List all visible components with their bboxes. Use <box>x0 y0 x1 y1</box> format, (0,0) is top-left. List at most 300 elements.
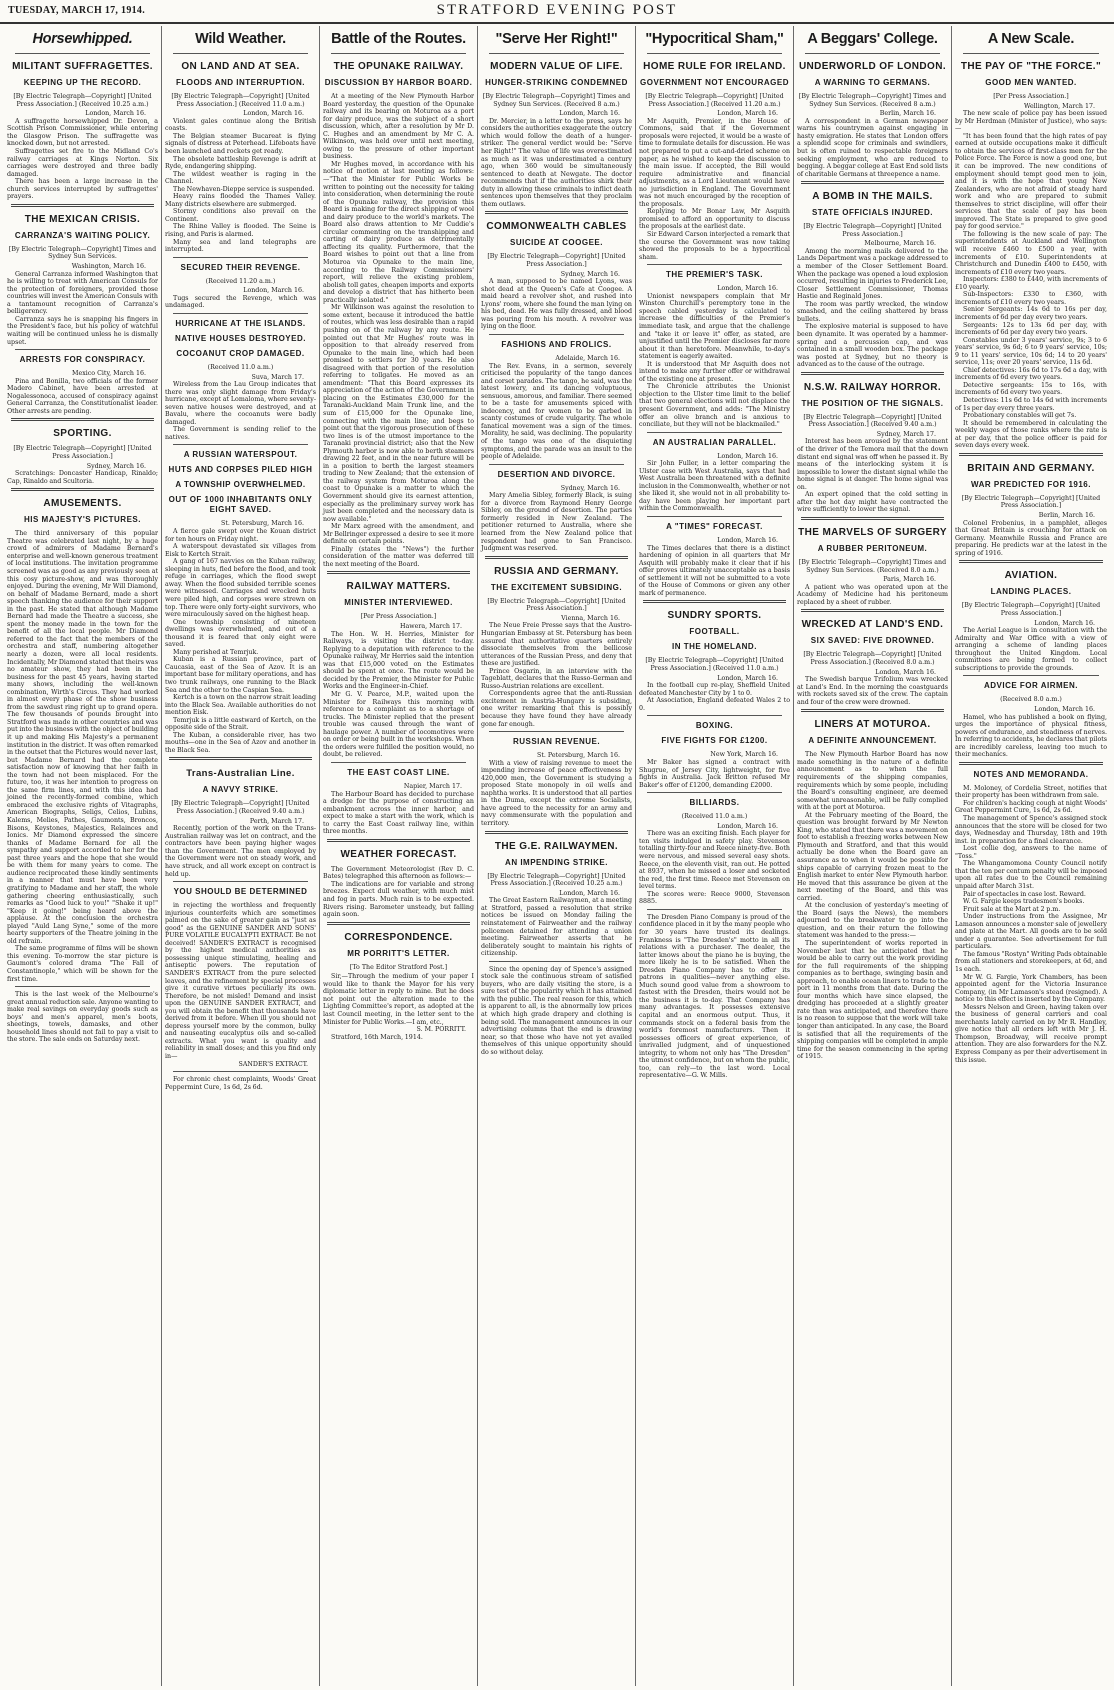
paragraph: The Chronicle attributes the Unionist objection to the Ulster time limit to the belief that two general elections will not displace the present Government, and adds: "The Ministry offer an olive branch and is anxious to conciliate, but they will not be blackmailed." <box>639 383 790 429</box>
divider <box>331 53 466 54</box>
wire-credit: [By Electric Telegraph—Copyright] [United Press Association.] (Received 10.25 a.m.) <box>487 872 626 888</box>
paragraph: The wildest weather is raging in the Channel. <box>165 170 316 186</box>
divider <box>647 792 782 793</box>
dateline: London, March 16. <box>717 822 778 830</box>
paragraph: Detective sergeants: 15s to 16s, with increments of 6d every two years. <box>955 381 1107 397</box>
article-subheadline: GOOD MEN WANTED. <box>985 78 1077 87</box>
paragraph: Violent gales continue along the British coasts. <box>165 117 316 133</box>
article-subheadline: OUT OF 1000 INHABITANTS ONLY EIGHT SAVED. <box>168 495 313 515</box>
dateline: Vienna, March 16. <box>561 614 620 622</box>
article-headline: MODERN VALUE OF LIFE. <box>490 61 623 72</box>
divider <box>11 488 154 491</box>
paragraph: Scratchings: Doncaster Handicap, Rinaldo; Cap, Rinaldo and Scultoria. <box>7 470 158 485</box>
article-subheadline: MR PORRITT'S LETTER. <box>347 948 450 958</box>
divider <box>647 516 782 517</box>
dateline: Hawera, March 17. <box>400 623 462 631</box>
letter-addressee: [To The Editor Stratford Post.] <box>349 963 448 971</box>
article-subheadline: HUTS AND CORPSES PILED HIGH <box>168 465 313 475</box>
dateline: London, March 16. <box>717 452 778 460</box>
paragraph: For children's hacking cough at night Woods' Great Peppermint Cure, 1s 6d, 2s 6d. <box>955 799 1107 815</box>
wire-credit: [By Electric Telegraph—Copyright] [United Press Association.] (Received 11.20 a.m.) <box>645 93 784 108</box>
article-subheadline: A NAVVY STRIKE. <box>202 785 279 795</box>
paragraph: The Neue Freie Presse says that the Austro-Hungarian Embassy at St. Petersburg has been assured that authoritative quarters entirely dissociate themselves from the bellicose utterances of the Russian Press, and deny that these are justified. <box>481 622 632 668</box>
received-time: (Received 8.0 a.m.) <box>1000 696 1062 704</box>
paragraph: Sub-Inspectors: £330 to £360, with increments of £10 every two years. <box>955 291 1107 306</box>
paragraph: Mr W. G. Fargie, York Chambers, has been appointed agent for the Victoria Insurance Company, (in Mr Lamason's stead (resigned). A notice to this effect is inserted by the Company. <box>955 973 1107 1004</box>
paragraph: The Newhaven-Dieppe service is suspended. <box>173 185 315 193</box>
paragraph: Recently, portion of the work on the Trans-Australian railway was let on contract, and the contractors have been paying higher wages than the Government. The men employed by the Government were not on steady work, and have struck, and all work except on contract is held up. <box>165 825 316 878</box>
paragraph: Kuban is a Russian province, part of Caucasia, east of the Sea of Azov. It is an important base for military operations, and has two trunk railways, one running to the Black Sea and the other to the Caspian Sea. <box>165 656 316 694</box>
paragraph: The Harbour Board has decided to purchase a dredge for the purpose of constructing an embankment across the inner harbor, and expect to make a start with the work, which is to carry the East Coast railway line, within three months. <box>323 790 474 836</box>
divider <box>173 881 308 882</box>
dateline: Sydney, March 16. <box>560 270 620 278</box>
paragraph: The Aerial League is in consultation with the Admiralty and War Office with a view of arranging a scheme of landing places throughout the United Kingdom. Local committees are being formed to collect subscriptions to provide the grounds. <box>955 627 1107 672</box>
paragraph: There has been a large increase in the church services interrupted by suffragettes' prayers. <box>7 178 158 201</box>
article-headline: UNDERWORLD OF LONDON. <box>798 61 947 72</box>
dateline: Berlin, March 16. <box>1038 511 1095 519</box>
paragraph: Sir,—Through the medium of your paper I would like to thank the Mayor for his very diplomatic letter in reply to mine. But he does not point out the alteration made to the Lighting Committee's report, as adopted at the last Council meeting, in the letter sent to the Minister for Public Works.—I am, etc., <box>323 973 474 1026</box>
paragraph: The obsolete battleship Revenge is adrift at Ryde, endangering shipping. <box>165 155 316 171</box>
paragraph: Unionist newspapers complain that Mr Winston Churchill's peremptory tone in the speech cabled yesterday is calculated to increase the difficulties of the Premier's immediate task, and argue that the challenge and "take it or leave it" offer, as stated, are unjustified until the Premier discloses far more about it than heretofore. Meanwhile, to-day's statement is eagerly awaited. <box>639 292 790 361</box>
divider <box>489 53 624 54</box>
article-subheadline: COCOANUT CROP DAMAGED. <box>176 348 305 358</box>
paragraph: Sir Edward Carson interjected a remark that the course the Government was now taking showed the proposals to be a hypocritical sham. <box>639 230 790 261</box>
wire-credit: [By Electric Telegraph—Copyright] Times and Sydney Sun Services. (Received 8.0 a.m.) <box>798 558 947 574</box>
article-subheadline: NOTES AND MEMORANDA. <box>973 769 1089 779</box>
article-subheadline: ADVICE FOR AIRMEN. <box>983 681 1079 691</box>
article-subheadline: THE EXCITEMENT SUBSIDING. <box>490 582 623 592</box>
divider <box>327 839 470 842</box>
paragraph: Mr Hughes moved, in accordance with his notice of motion at last meeting as follows:—"That the Minister for Public Works be written to pointing out the necessity for taking into consideration, when determining the route of the Opunake railway, the provision this Board is making for the direct shipping of wool and dairy produce to the world's markets. The Board also draws attention to Mr Cuddie's circular commenting on the transhipping and carting of dairy produce as detrimentally affecting its quality. Furthermore, that the Board wishes to point out that a line from Moturoa via Opunake to the main line, according to the Railway Commissioners' report, will relieve the existing problem, abolish toll gates, cheapen imports and exports and develop a district that has hitherto been practically isolated." <box>323 160 474 304</box>
paragraph: The new scale of police pay has been issued by Mr Herdman (Minister of Justice), who says:— <box>955 110 1107 133</box>
paragraph: Sergeants: 12s to 13s 6d per day, with increments of 6d per day every two years. <box>955 321 1107 337</box>
article-subheadline: HURRICANE AT THE ISLANDS. <box>175 318 306 328</box>
article-headline: RAILWAY MATTERS. <box>346 581 451 593</box>
divider <box>963 53 1099 54</box>
paragraph: W. G. Fargie keeps tradesmen's books. <box>963 898 1085 906</box>
article-headline: LINERS AT MOTUROA. <box>814 719 931 731</box>
divider <box>489 961 624 962</box>
paragraph: The Whangamomona County Council notify that the ten per centum penalty will be imposed upon all rates due to the Council remaining unpaid after March 31st. <box>955 860 1107 890</box>
article-headline: THE G.E. RAILWAYMEN. <box>494 840 619 852</box>
received-time: (Received 11.0 a.m.) <box>207 363 274 371</box>
article-subheadline: THE PREMIER'S TASK. <box>665 270 764 280</box>
article-subheadline: FOOTBALL. <box>689 627 740 637</box>
dateline: London, March 16. <box>717 674 778 682</box>
divider <box>959 453 1103 456</box>
wire-credit: [By Electric Telegraph—Copyright] Times and Sydney Sun Services. (Received 8 a.m.) <box>798 93 947 108</box>
paragraph: The same programme of films will be shown this evening. To-morrow the star picture is Gaumont's colored drama "The Fall of Constantinople," which will be shown for the first time. <box>7 945 158 983</box>
article-headline: MILITANT SUFFRAGETTES. <box>12 61 153 72</box>
dateline: London, March 16. <box>1034 705 1095 713</box>
article-subheadline: SIX SAVED: FIVE DROWNED. <box>810 636 935 646</box>
paragraph: The Hon. W. H. Herries, Minister for Railways, is visiting the district to-day. Replying to a deputation with reference to the Opunake railway, Mr Herries said the intention was that £15,000 voted on the Estimates should be spent at once. The route would be decided by the Premier, the Minister for Public Works and the Engineer-in-Chief. <box>323 630 474 691</box>
article-subheadline: KEEPING UP THE RECORD. <box>23 78 142 87</box>
letter-signature: S. M. PORRITT. <box>416 1026 466 1034</box>
divider <box>485 556 628 559</box>
divider <box>805 53 940 54</box>
divider <box>15 349 150 350</box>
divider <box>327 571 470 574</box>
paragraph: A suffragette horsewhipped Dr. Devon, a Scottish Prison Commissioner, while entering the Glasgow Prison. The suffragette was knocked down, but not arrested. <box>7 117 158 148</box>
column-headline: A New Scale. <box>987 31 1075 47</box>
article-headline: CORRESPONDENCE. <box>344 931 453 943</box>
article-headline: BRITAIN AND GERMANY. <box>967 462 1095 474</box>
article-subheadline: A DEFINITE ANNOUNCEMENT. <box>808 736 937 746</box>
paragraph: Senior Sergeants: 14s 6d to 16s per day, increments of 6d per day every two years. <box>955 306 1107 321</box>
article-headline: AMUSEMENTS. <box>43 498 122 510</box>
article-subheadline: BOXING. <box>695 721 734 731</box>
divider <box>801 517 944 520</box>
divider <box>11 418 154 421</box>
advertisement-text: in rejecting the worthless and frequently injurious counterfeits which are sometimes palmed on the sake of greater gain as "just as good" as the GENUINE SANDER AND SONS' PURE VOLATILE EUCALYPTI EXTRACT. Be not deceived! SANDER'S EXTRACT is recognised by the highest medical authorities as possessing unique stimulating, healing and antiseptic powers. The reputation of SANDER'S EXTRACT from the pure selected leaves, and the refinement by special processes give it curative virtues peculiarly its own. Therefore, be not misled! Demand and insist upon the GENUINE SANDER EXTRACT, and you will obtain the benefit that thousands have derived from it before. When ill you should not depress yourself more by the common, bulky and nauseating eucalyptus oils and so-called extracts. What you want is quality and reliability in small doses; and this you find only in— <box>165 902 316 1061</box>
paragraph: It is understood that Mr Asquith does not intend to make any further offer or withdrawal of the existing one at present. <box>639 360 790 383</box>
wire-credit: [By Electric Telegraph—Copyright] Times and Sydney Sun Services. <box>8 245 157 261</box>
paragraph: The room was partly wrecked, the window smashed, and the ceiling shattered by brass bullets. <box>797 300 948 323</box>
divider <box>485 831 628 834</box>
paragraph: Wireless from the Lau Group indicates that there was only slight damage from Friday's hurricane, except at Lomaloma, where seventy-seven native houses were destroyed, and at Bavalu, where the cocoanuts were badly damaged. <box>165 381 316 426</box>
wire-credit: [By Electric Telegraph—Copyright] [United Press Association.] <box>13 445 152 460</box>
paragraph: Under instructions from the Assignee, Mr Lamason announces a monster sale of jewellery and plate at the Mart. All goods are to be sold under a guarantee. See advertisement for full particulars. <box>955 913 1107 951</box>
paragraph: Finally (states the "News") the further consideration of the matter was deferred till the next meeting of the Board. <box>323 545 474 568</box>
paragraph: The Belgian steamer Bucareat is flying signals of distress at Peterhead. Lifeboats have been launched and rockets get ready. <box>165 132 316 155</box>
column-2 <box>162 26 320 1686</box>
paragraph: Probationary constables will get 7s. <box>963 412 1077 420</box>
article-subheadline: A RUSSIAN WATERSPOUT. <box>183 450 298 460</box>
article-headline: THE PAY OF "THE FORCE." <box>960 61 1102 72</box>
article-headline: SPORTING. <box>53 428 112 440</box>
article-subheadline: HIS MAJESTY'S PICTURES. <box>24 515 141 525</box>
article-subheadline: THE POSITION OF THE SIGNALS. <box>801 398 944 408</box>
article-subheadline: LANDING PLACES. <box>990 587 1072 597</box>
paragraph: Detectives: 11s 6d to 14s 6d with increments of 1s per day every three years. <box>955 396 1107 412</box>
dateline: St. Petersburg, March 16. <box>221 520 304 528</box>
article-headline: RUSSIA AND GERMANY. <box>494 565 619 577</box>
article-subheadline: ARRESTS FOR CONSPIRACY. <box>19 355 146 365</box>
article-subheadline: A "TIMES" FORECAST. <box>666 522 763 532</box>
divider <box>173 313 308 314</box>
divider <box>327 922 470 925</box>
paragraph: Messrs Nelson and Green, having taken over the business of general carriers and coal merchants lately carried on by Mr R. Handley, give notice that all orders left with Mr J. H. Thompson, Broadway, will receive prompt attention. They are also forwarders for the N.Z. Express Company as per their advertisement in this issue. <box>955 1003 1107 1064</box>
paragraph: At a meeting of the New Plymouth Harbor Board yesterday, the question of the Opunake railway and its bearing on Moturoa as a port for dairy produce, was the subject of a short discussion, which, after a resolution by Mr D. C. Hughes and an amendment by Mr C. A. Wilkinson, was held over until next meeting, owing to the pressure of other important business. <box>323 93 474 161</box>
divider <box>489 334 624 335</box>
paragraph: An expert opined that the cold setting in after the hot day might have contracted the wire sufficiently to lower the signal. <box>797 491 948 514</box>
article-subheadline: THE EAST COAST LINE. <box>347 767 450 777</box>
paragraph: The Great Eastern Railwaymen, at a meeting at Stratford, passed a resolution that strike notices be issued on Monday failing the reinstatement of Fairweather and the railway policemen detained for attending a union meeting. Fairweather asserts that he deliberately sought to maintain his rights of citizenship. <box>481 897 632 958</box>
article-headline: WRECKED AT LAND'S END. <box>801 619 944 631</box>
received-time: (Received 11.0 a.m.) <box>681 813 748 821</box>
divider <box>647 53 782 54</box>
divider <box>959 762 1103 765</box>
dateline: Perth, March 17. <box>249 817 304 825</box>
paragraph: Mr Marx agreed with the amendment, and Mr Bellringer expressed a desire to see it more definite on certain points. <box>323 523 474 546</box>
paragraph: Suffragettes set fire to the Midland Co's railway carriages at Kings Norton. Six carriages were destroyed and three badly damaged. <box>7 147 158 178</box>
article-subheadline: DISCUSSION BY HARBOR BOARD. <box>324 78 473 87</box>
dateline: Sydney, March 16. <box>86 462 146 470</box>
paragraph: The Swedish barque Trifolium was wrecked at Land's End. In the morning the coastguards with rockets saved six of the crew. The captain and four of the crew were drowned. <box>797 676 948 706</box>
wire-credit: [By Electric Telegraph—Copyright] [United Press Association.] <box>803 223 942 238</box>
dateline: Adelaide, March 16. <box>555 354 620 362</box>
dateline: Sydney, March 17. <box>876 430 936 438</box>
divider <box>801 181 944 184</box>
article-subheadline: NATIVE HOUSES DESTROYED. <box>175 333 306 343</box>
newspaper-title: STRATFORD EVENING POST <box>436 2 678 18</box>
column-6 <box>794 26 952 1686</box>
dateline: London, March 16. <box>85 110 146 118</box>
paragraph: A man, supposed to be named Lyons, was shot dead at the Queen's Cafe at Coogee. A maid heard a revolver shot, and rushed into Lyons' room, where she found the man lying on his bed, dead. He was fully dressed, and blood was pouring from his mouth. A revolver was lying on the floor. <box>481 278 632 331</box>
article-subheadline: SECURED THEIR REVENGE. <box>180 262 301 272</box>
article-headline: ON LAND AND AT SEA. <box>181 61 300 72</box>
wire-credit: [By Electric Telegraph—Copyright] [United Press Association.] (Received 9.40 a.m.) <box>803 413 942 429</box>
paragraph: Kertch is a town on the narrow strait leading into the Black Sea. Available authorities do not mention Eisk. <box>165 694 316 717</box>
column-3 <box>320 26 478 1686</box>
paragraph: The management of Spence's assigned stock announces that the store will be closed for two days, Wednesday and Thursday, 18th and 19th inst. in preparation for a final clearance. <box>955 815 1107 845</box>
paragraph: The indications are for variable and strong breezes. Expect dull weather, with much mist and fog in parts. Much rain is to be expected. Rivers rising. Barometer unsteady, but falling again soon. <box>323 880 474 919</box>
dateline: London, March 16. <box>559 889 620 897</box>
article-headline: AVIATION. <box>1004 570 1058 582</box>
divider <box>489 464 624 465</box>
wire-credit: [Per Press Association.] <box>993 93 1069 100</box>
wire-credit: [By Electric Telegraph—Copyright] [United Press Association.] <box>961 602 1101 617</box>
paragraph: For chronic chest complaints, Woods' Great Peppermint Cure, 1s 6d, 2s 6d. <box>165 1076 316 1091</box>
dateline: London, March 16. <box>717 110 778 118</box>
article-headline: Trans-Australian Line. <box>186 768 295 780</box>
dateline: St. Petersburg, March 16. <box>537 752 620 760</box>
article-subheadline: SUICIDE AT COOGEE. <box>509 238 603 248</box>
column-headline: Battle of the Routes. <box>331 31 466 47</box>
paragraph: The superintendent of works reported in November last that he anticipated that he would be able to carry out the work providing for the full requirements of the shipping companies as to berthage, swinging basin and approach, to enable ocean liners to trade to the port in 11 months from that date. During the four months which have since elapsed, the dredging has proceeded at a slightly greater rate than was anticipated, and therefore there is no reason to suppose that the work will take longer than anticipated. In any case, the Board is satisfied that all the requirements of the shipping companies will be completed in ample time for the season commencing in the spring of 1915. <box>797 940 948 1061</box>
divider <box>801 372 944 375</box>
paragraph: Heavy rains flooded the Thames Valley. Many districts elsewhere are submerged. <box>165 193 316 208</box>
paragraph: Fruit sale at the Mart at 2 p.m. <box>963 905 1061 913</box>
dateline: Napier, March 17. <box>403 782 462 790</box>
dateline: London, March 16. <box>875 668 936 676</box>
wire-credit: [Per Press Association.] <box>360 613 437 621</box>
article-subheadline: AN IMPENDING STRIKE. <box>505 857 608 867</box>
paragraph: At the February meeting of the Board, the question was brought forward by Mr Newton King, who stated that there was a movement on foot to establish a freezing works between New Plymouth and Stratford, and that this would actually be done when the Board gave an assurance as to when it would be possible for ships capable of carrying frozen meat to the English market to enter New Plymouth harbor. He moved that this assurance be given at the next meeting of the Board, and this was carried. <box>797 811 948 902</box>
column-headline: Wild Weather. <box>195 31 286 47</box>
advertisement-signature: SANDER'S EXTRACT. <box>238 1060 308 1068</box>
divider <box>173 444 308 445</box>
paragraph: "It has been found that the high rates of pay earned at outside occupations make it difficult to obtain the services of first-class men for the Police Force. The Force is now a good one, but it can be improved. The new conditions of employment should tempt good men to join, and it is with the hope that young New Zealanders, who are not afraid of steady hard work and who are prepared to submit themselves to strict discipline, will offer their services that the scale of pay has been improved. The State is prepared to give good pay for good service." <box>955 132 1107 231</box>
paragraph: The Government Meteorologist (Rev D. C. Bates) telegraphed this afternoon as follows:— <box>323 865 474 881</box>
dateline: London, March 16. <box>559 110 620 118</box>
paragraph: The scores were: Reece 9000, Stevenson 8885. <box>639 890 790 906</box>
paragraph: Since the opening day of Spence's assigned stock sale the continuous stream of satisfied buyers, who are daily visiting the store, is a sure test of the popularity which it has attained with the public. The real reason for this, which is apparent to all, is the abnormally low prices at which high grade drapery and clothing is being sold. The management announces in our advertising columns that the end is drawing near, so that those who have not yet availed themselves of this unique opportunity should do so without delay. <box>481 965 632 1056</box>
column-5 <box>636 26 794 1686</box>
article-headline: N.S.W. RAILWAY HORROR. <box>803 381 942 393</box>
paragraph: Pina and Bonilla, two officials of the former Madero Cabinet, have been arrested at Nogalessonoca, accused of conspiracy against General Carranza, the Constitutionalist leader. Other arrests are pending. <box>7 377 158 415</box>
divider <box>643 600 786 603</box>
paragraph: Mary Amelia Sibley, formerly Black, is suing for a divorce from Raymond Henry George Sibley, on the ground of desertion. The parties formerly resided in New Zealand. The petitioner returned to Australia, where she learned from the New Zealand police that respondent had gone to San Francisco. Judgment was reserved. <box>481 492 632 553</box>
paragraph: Inspectors: £380 to £440, with increments of £10 yearly. <box>955 276 1107 291</box>
article-headline: THE MARVELS OF SURGERY <box>798 526 947 538</box>
dateline: Mexico City, March 16. <box>72 370 146 378</box>
divider <box>801 609 944 612</box>
paragraph: The following is the new scale of pay: The superintendents at Auckland and Wellington will receive £460 to £500 a year, with increments of £10. Superintendents at Christchurch and Dunedin £400 to £450, with increments of £10 every two years. <box>955 230 1107 276</box>
dateline: London, March 16. <box>1034 619 1095 627</box>
divider <box>959 560 1103 563</box>
paragraph: Mr Asquith, Premier, in the House of Commons, said that if the Government proposals were rejected, it would be a waste of time to formulate details for discussion. He was not prepared to put a cut-and-dried scheme on paper, as he wished to keep the discussion to the main issue. If accepted, the Bill would require administrative and financial adjustments, as a Lord Lieutenant would have no jurisdiction in England. The Government was not much encouraged by the reception of the proposals. <box>639 117 790 208</box>
paragraph: Colonel Frobenius, in a pamphlet, alleges that Great Britain is crouching for attack on Germany. Meanwhile Russia and France are preparing. He predicts war at the latest in the spring of 1916. <box>955 519 1107 557</box>
paragraph: At the conclusion of yesterday's meeting of the Board (says the News), the members adjourned to the breakwater to go into the question, and on their return the following statement was handed to the press:— <box>797 902 948 940</box>
paragraph: Stormy conditions also prevail on the Continent. <box>165 208 316 223</box>
dateline: Sydney, March 16. <box>560 484 620 492</box>
dateline: London, March 16. <box>243 287 304 295</box>
paragraph: The Times declares that there is a distinct hardening of opinion in all quarters that Mr Asquith will probably make it clear that if his offer proves ultimately unacceptable as a basis of settlement it will not be submitted to a vote of the House of Commons or given any other mark of permanence. <box>639 544 790 597</box>
divider <box>647 715 782 716</box>
dateline: New York, March 16. <box>710 751 778 759</box>
wire-credit: [By Electric Telegraph—Copyright] [United Press Association.] <box>487 597 626 613</box>
dateline: Paris, March 16. <box>883 576 936 584</box>
masthead <box>0 0 1114 24</box>
column-headline: A Beggars' College. <box>807 31 938 47</box>
article-subheadline: DESERTION AND DIVORCE. <box>497 469 616 479</box>
dateline: London, March 16. <box>717 285 778 293</box>
column-4 <box>478 26 636 1686</box>
dateline: London, March 16. <box>717 537 778 545</box>
divider <box>11 204 154 207</box>
divider <box>15 986 150 987</box>
divider <box>169 757 312 760</box>
article-subheadline: FASHIONS AND FROLICS. <box>501 339 612 349</box>
article-subheadline: RUSSIAN REVENUE. <box>512 737 601 747</box>
article-subheadline: AN AUSTRALIAN PARALLEL. <box>652 437 777 447</box>
article-headline: THE OPUNAKE RAILWAY. <box>333 61 464 72</box>
article-subheadline: FLOODS AND INTERRUPTION. <box>175 78 306 87</box>
dateline: Suva, March 17. <box>251 373 304 381</box>
article-subheadline: MINISTER INTERVIEWED. <box>344 598 453 608</box>
paragraph: Hamel, who has published a book on flying, urges the importance of physical fitness, powers of endurance, and steadiness of nerves. In referring to accidents, he declares that pilots are incredibly careless, leaving too much to their mechanics. <box>955 713 1107 759</box>
received-time: (Received 11.20 a.m.) <box>205 277 276 285</box>
paragraph: Prince Osgarin, in an interview with the Tageblatt, declares that the Russo-German and Russo-Austrian relations are excellent. <box>481 667 632 690</box>
paragraph: General Carranza informed Washington that he is willing to treat with American Consuls for the protection of foreigners, provided those countries will invest the American Consuls with a tantamount recognition of Carranza's belligerency. <box>7 270 158 316</box>
article-subheadline: FIVE FIGHTS FOR £1200. <box>661 736 768 746</box>
paragraph: There was an exciting finish. Each player for ten visits indulged in safety play. Stevenson totalling thirty-four and Reece ninety-five. Both were nervous, and missed several easy shots. Reece, on the eleventh visit, ran out. He potted at 8937, when he missed a loser and socketed the red, the first time. Reece met Stevenson on level terms. <box>639 830 790 891</box>
paragraph: This is the last week of the Melbourne's great annual reduction sale. Anyone wanting to make real savings on everyday goods such as boys' and men's apparel, men's boots, sheetings, towels, damasks, and other household lines should not fail to pay a visit to the store. The sale ends on Saturday next. <box>7 991 158 1044</box>
paragraph: Chief detectives: 16s 6d to 17s 6d a day, with increments of 6d every two years. <box>955 366 1107 382</box>
wire-credit: [By Electric Telegraph—Copyright] Times and Sydney Sun Services. (Received 8 a.m.) <box>482 93 631 108</box>
paragraph: Many perished at Temrjuk. <box>173 648 259 656</box>
article-subheadline: BILLIARDS. <box>689 798 740 808</box>
paragraph: Mr G. V. Pearce, M.P., waited upon the Minister for Railways this morning with reference to a complaint as to a shortage of trucks. The Minister replied that the present trouble was caused through the want of haulage power. A number of locomotives were on order or being built in the workshops. When the orders were fulfilled the position would, no doubt, be relieved. <box>323 691 474 759</box>
paragraph: The famous "Rostyn" Writing Pads obtainable from all stationers and storekeepers, at 6d, and 1s each. <box>955 950 1107 973</box>
article-headline: COMMONWEALTH CABLES <box>486 221 627 233</box>
article-headline: SUNDRY SPORTS. <box>667 610 762 622</box>
paragraph: Carranza says he is snapping his fingers in the President's face, but his policy of watchful waiting will be continued unless he is dismally upset. <box>7 315 158 346</box>
wire-credit: [By Electric Telegraph—Copyright] [United Press Association.] (Received 8.0 a.m.) <box>803 651 942 666</box>
wire-credit: [By Electric Telegraph—Copyright] [United Press Association.] <box>961 494 1101 510</box>
article-subheadline: A WARNING TO GERMANS. <box>814 78 931 87</box>
paragraph: The Rhine Valley is flooded. The Seine is rising, and Paris is alarmed. <box>165 223 316 238</box>
paragraph: Temrjuk is a little eastward of Kertch, on the opposite side of the Strait. <box>165 716 316 732</box>
paragraph: Stratford, 16th March, 1914. <box>331 1033 423 1041</box>
paragraph: A correspondent in a German newspaper warns his countrymen against engaging in hasty emigration. He states that London offers a splendid scope for criminals and swindlers, but is often ruined to respectable foreigners seeking employment, who are reduced to begging. A beggar college at East End sold lists of charitable Germans at threepence a name. <box>797 117 948 178</box>
paragraph: The Dresden Piano Company is proud of the confidence placed in it by the many people who for 30 years have trusted its dealings. Frankness is "The Dresden's" motto in all its relations with a purchaser. The dealer, the latter knows about the piano he is buying, the more likely he is to be satisfied. When the Dresden Piano Company has to offer its patrons in qualities—never anything else. Much sound good value from a showroom to fastest with the Dresden, theirs would not be the business it is to-day. That Company has many advantages. It possesses extensive capital and an enormous output. Thus, it commands stock on a federal basis from the world's foremost manufacturers. Then it possesses officers of great experience, of unrivalled judgment, and of unquestioned integrity, to whom not only has "The Dresden" the utmost confidence, but on whom the public, too, can rely—to the last word. Local representative—G. W. Mills. <box>639 913 790 1080</box>
wire-credit: [By Electric Telegraph—Copyright] [United Press Association.] (Received 9.40 a.m.) <box>171 800 310 816</box>
paragraph: A fierce gale swept over the Kouan district for ten hours on Friday night. <box>165 528 316 543</box>
divider <box>647 432 782 433</box>
article-headline: A BOMB IN THE MAILS. <box>812 191 933 203</box>
article-headline: WEATHER FORECAST. <box>340 848 457 860</box>
article-subheadline: A RUBBER PERITONEUM. <box>817 543 928 553</box>
wire-credit: [By Electric Telegraph—Copyright] [United Press Association.] (Received 10.25 a.m.) <box>13 93 152 108</box>
column-1 <box>4 26 162 1686</box>
paragraph: It should be remembered in calculating the weekly wages of those ranks where the rate is at per day, that the police officer is paid for seven days every week. <box>955 419 1107 450</box>
divider <box>485 211 628 214</box>
article-subheadline: HUNGER-STRIKING CONDEMNED <box>485 78 628 87</box>
paragraph: Correspondents agree that the anti-Russian excitement in Austria-Hungary is subsiding, one writer remarking that this is possibly because they have found they have already gone far enough. <box>481 690 632 728</box>
column-headline: "Hypocritical Sham," <box>645 31 784 47</box>
paragraph: M. Moloney, of Cordelia Street, notifies that their property has been withdrawn from sale. <box>955 784 1107 800</box>
paragraph: Replying to Mr Bonar Law, Mr Asquith promised to afford an opportunity to discuss the proposals at the earliest date. <box>639 208 790 231</box>
dateline: Berlin, March 16. <box>879 110 936 118</box>
paragraph: Many sea and land telegraphs are interrupted. <box>165 238 316 254</box>
article-subheadline: WAR PREDICTED FOR 1916. <box>971 479 1091 489</box>
dateline: Melbourne, March 16. <box>864 240 936 248</box>
paragraph: Pair of spectacles in case lost. Reward. <box>963 890 1086 898</box>
paragraph: Mr Baker has signed a contract with Shugrue, of Jersey City, lightweight, for five fights in Australia. Jack Britton refused Mr Baker's offer of £1200, demanding £2000. <box>639 759 790 789</box>
dateline: London, March 16. <box>243 110 304 118</box>
divider <box>173 257 308 258</box>
paragraph: A waterspout devastated six villages from Eisk to Kertch Strait. <box>165 543 316 558</box>
paragraph: At Association, England defeated Wales 2 to 0. <box>639 697 790 712</box>
paragraph: One township consisting of nineteen dwellings was overwhelmed, and out of a thousand it is feared that only eight were saved. <box>165 618 316 649</box>
paragraph: The Kuban, a considerable river, has two mouths—one in the Sea of Azov and another in the Black Sea. <box>165 731 316 754</box>
paragraph: With a view of raising revenue to meet the impending increase of peace effectiveness by 420,000 men, the Government is studying a proposed State monopoly in oil wells and naphtha works. It is understood that all parties in the Duma, except the extreme Socialists, have agreed to the necessity for an army and navy commensurate with the population and territory. <box>481 759 632 828</box>
paragraph: Among the morning mails delivered to the Lands Department was a package addressed to a member of the Closer Settlement Board. When the package was opened a loud explosion occurred, resulting in injuries to Frederick Lee, Closer Settlement Commissioner, Thomas Hastie and Reginald Jones. <box>797 247 948 301</box>
article-headline: HOME RULE FOR IRELAND. <box>643 61 786 72</box>
paragraph: Sir John Fuller, in a letter comparing the Ulster case with West Australia, says that had West Australia been threatened with a definite inclusion in the Commonwealth, whether or not she liked it, she would not in all probability to-day have been playing her important part within the Commonwealth. <box>639 460 790 513</box>
paragraph: The third anniversary of this popular Theatre was celebrated last night, by a huge crowd of admirers of Madame Bernard's enterprise and well-known generous treatment of local institutions. The invitation programme screened was as good as any previously seen at this cosy picture-show, and was thoroughly enjoyed. During the evening, Mr Will Diamond, on behalf of Madame Bernard, made a short speech thanking the audience for their support in the past. He stated that although Madame Bernard had made the Theatre a success, she spent the money made in the town for the benefit of all the local people. Mr Diamond referred to the fact that the members of the orchestra and staff, numbering altogether nearly a dozen, were all local residents. Incidentally, Mr Diamond stated that theirs was no amateur show, they had been in the business for the past 45 years, having started many shows, including the well-known combination, Wirth's Circus. They had worked in almost every phase of the show business from the sawdust ring right up to grand opera. The few thousands of pounds brought into Stratford was made in other countries and was put into the business with the object of building it up and making His Majesty's a permanent institution in the district. It was often remarked in the outset that the Pictures would never last, but Madame Bernard had the complete satisfaction now of knowing that her faith in the town had not been misplaced. For the future, too, it was her intention to progress on the same firm lines, and with this idea had joined the recently-formed combine, which embraced the exclusive rights of Vitagraphs, American Biographs, Seligs, Celios, Lubins, Kalems, Melies, Pathes, Gaumonts, Broncos, Bisons, Keystones, Majestics, Relainces and Ionics. Mr Diamond expressed the sincere thanks of Madame Bernard for all the sympathy and support accorded to her for the past three years and the hope that she would be with them for many years to come. The audience reciprocated these kindly sentiments in a manner that must have been very gratifying to Madame and her staff, the whole gathering cheering enthusiastically, such remarks as "Good luck to you!" "Shake it up!" "Keep it going!" being heard above the applause. At the conclusion the orchestra played "Auld Lang Syne," some of the more hearty supporters of the Theatre joining in the old refrain. <box>7 530 158 945</box>
paragraph: The Rev. Evans, in a sermon, severely criticised the popularity of the tango dances and corset parades. The tango, he said, was the latest lowery, and its dancing voluptuous, sensuous, amorous, and familiar. There seemed to be a taste for amusements spiced with indecency, and for women to be garbed in scanty costumes of crude vulgarity. The whole fanatical movement was a sign of the times. Morality, he said, was declining. The popularity of the tango was one of the disquieting symptoms, and the parade was an insult to the people of Adelaide. <box>481 362 632 461</box>
article-subheadline: CARRANZA'S WAITING POLICY. <box>14 230 151 240</box>
column-headline: Horsewhipped. <box>32 31 133 47</box>
divider <box>647 909 782 910</box>
column-7 <box>952 26 1110 1686</box>
article-subheadline: A TOWNSHIP OVERWHELMED. <box>175 480 306 490</box>
divider <box>963 675 1099 676</box>
article-subheadline: IN THE HOMELAND. <box>672 642 757 652</box>
paragraph: A gang of 167 navvies on the Kuban railway, sleeping in huts, fled before the flood, and took refuge in carriages, which the flood swept away. When the flood subsided terrible scenes were witnessed. Carriages and wrecked huts were piled high, and corpses were strewn on top. There were only forty-eight survivors, who were miraculously saved on the highest heap. <box>165 558 316 619</box>
news-columns <box>4 26 1110 1686</box>
paragraph: Interest has been aroused by the statement of the driver of the Temora mail that the down distant end signal was off when he passed it. By means of the interlocking system it is impossible to lower the distant signal while the home signal is at danger. The home signal was on. <box>797 438 948 491</box>
wire-credit: [By Electric Telegraph—Copyright] [United Press Association.] (Received 11.0 a.m.) <box>645 657 784 673</box>
article-subheadline: GOVERNMENT NOT ENCOURAGED <box>640 78 789 87</box>
divider <box>489 731 624 732</box>
divider <box>331 762 466 763</box>
article-subheadline: STATE OFFICIALS INJURED. <box>811 208 934 218</box>
divider <box>15 53 150 54</box>
divider <box>173 1071 308 1072</box>
divider <box>647 264 782 265</box>
paragraph: Tugs secured the Revenge, which was undamaged. <box>165 294 316 310</box>
paragraph: Mr Wilkinson was against the resolution to some extent, because it introduced the battle of routes, which was less desirable than a rapid pushing on of the railway by any route. He pointed out that Mr Hughes' route was in opposition to that already reserved from Opunake to the main line, which had been promised to settlers for 30 years. He also disagreed with that portion of the resolution referring to tollgates. He moved as an amendment: "That this Board expresses its appreciation of the action of the Government in placing on the Estimates £30,000 for the Taranaki-Auckland Main Trunk line, and the sum of £15,000 for the Opunake line, connecting with the main line; and begs to point out that the vigorous prosecution of these two lines is of the utmost importance to the Taranaki provincial district; also that the New Plymouth harbor is now able to berth steamers drawing 22 feet, and in the near future will be in a position to berth the largest steamers trading to New Zealand; that the extension of the railway system from Moturoa along the coast to Opunake is a matter to which the Government should give its earnest attention, especially as the preliminary survey work has just been completed and the necessary data is now available." <box>323 304 474 523</box>
advertisement-heading: YOU SHOULD BE DETERMINED <box>173 887 308 897</box>
wire-credit: [By Electric Telegraph—Copyright] [United Press Association.] (Received 11.0 a.m.) <box>171 93 310 108</box>
divider <box>173 53 308 54</box>
article-headline: THE MEXICAN CRISIS. <box>24 213 141 225</box>
divider <box>801 709 944 712</box>
paragraph: The Government is sending relief to the natives. <box>165 426 316 441</box>
dateline: Wellington, March 17. <box>1023 102 1095 110</box>
issue-date: TUESDAY, MARCH 17, 1914. <box>8 5 146 16</box>
paragraph: The New Plymouth Harbor Board has now made something in the nature of a definite announcement as to when the full requirements of the shipping companies, requirements which by some people, including the Board's consulting engineer, are deemed somewhat unreasonable, will be fully complied with at the port at Moturoa. <box>797 751 948 812</box>
column-headline: "Serve Her Right!" <box>495 31 618 47</box>
paragraph: Dr. Mercier, in a letter to the press, says he considers the authorities exaggerate the outcry which would follow the death of a hunger-striker. The general verdict would be: "Serve her Right!" The value of life was overestimated as much as it was underestimated a century ago, when 360 would be simultaneously sentenced to death at Newgate. The doctor recommends that if the authorities shirk their duty in allowing these criminals to inflict death sentences upon themselves that they proclaim them outlaws. <box>481 117 632 208</box>
paragraph: A patient who was operated upon at the Academy of Medicine had his peritoneum replaced by a sheet of rubber. <box>797 583 948 606</box>
paragraph: The explosive material is supposed to have been dynamite. It was operated by a hammer-spring and a percussion cap, and was contained in a small wooden box. The package was posted at Sydney, but no theory is advanced as to the cause of the outrage. <box>797 323 948 369</box>
